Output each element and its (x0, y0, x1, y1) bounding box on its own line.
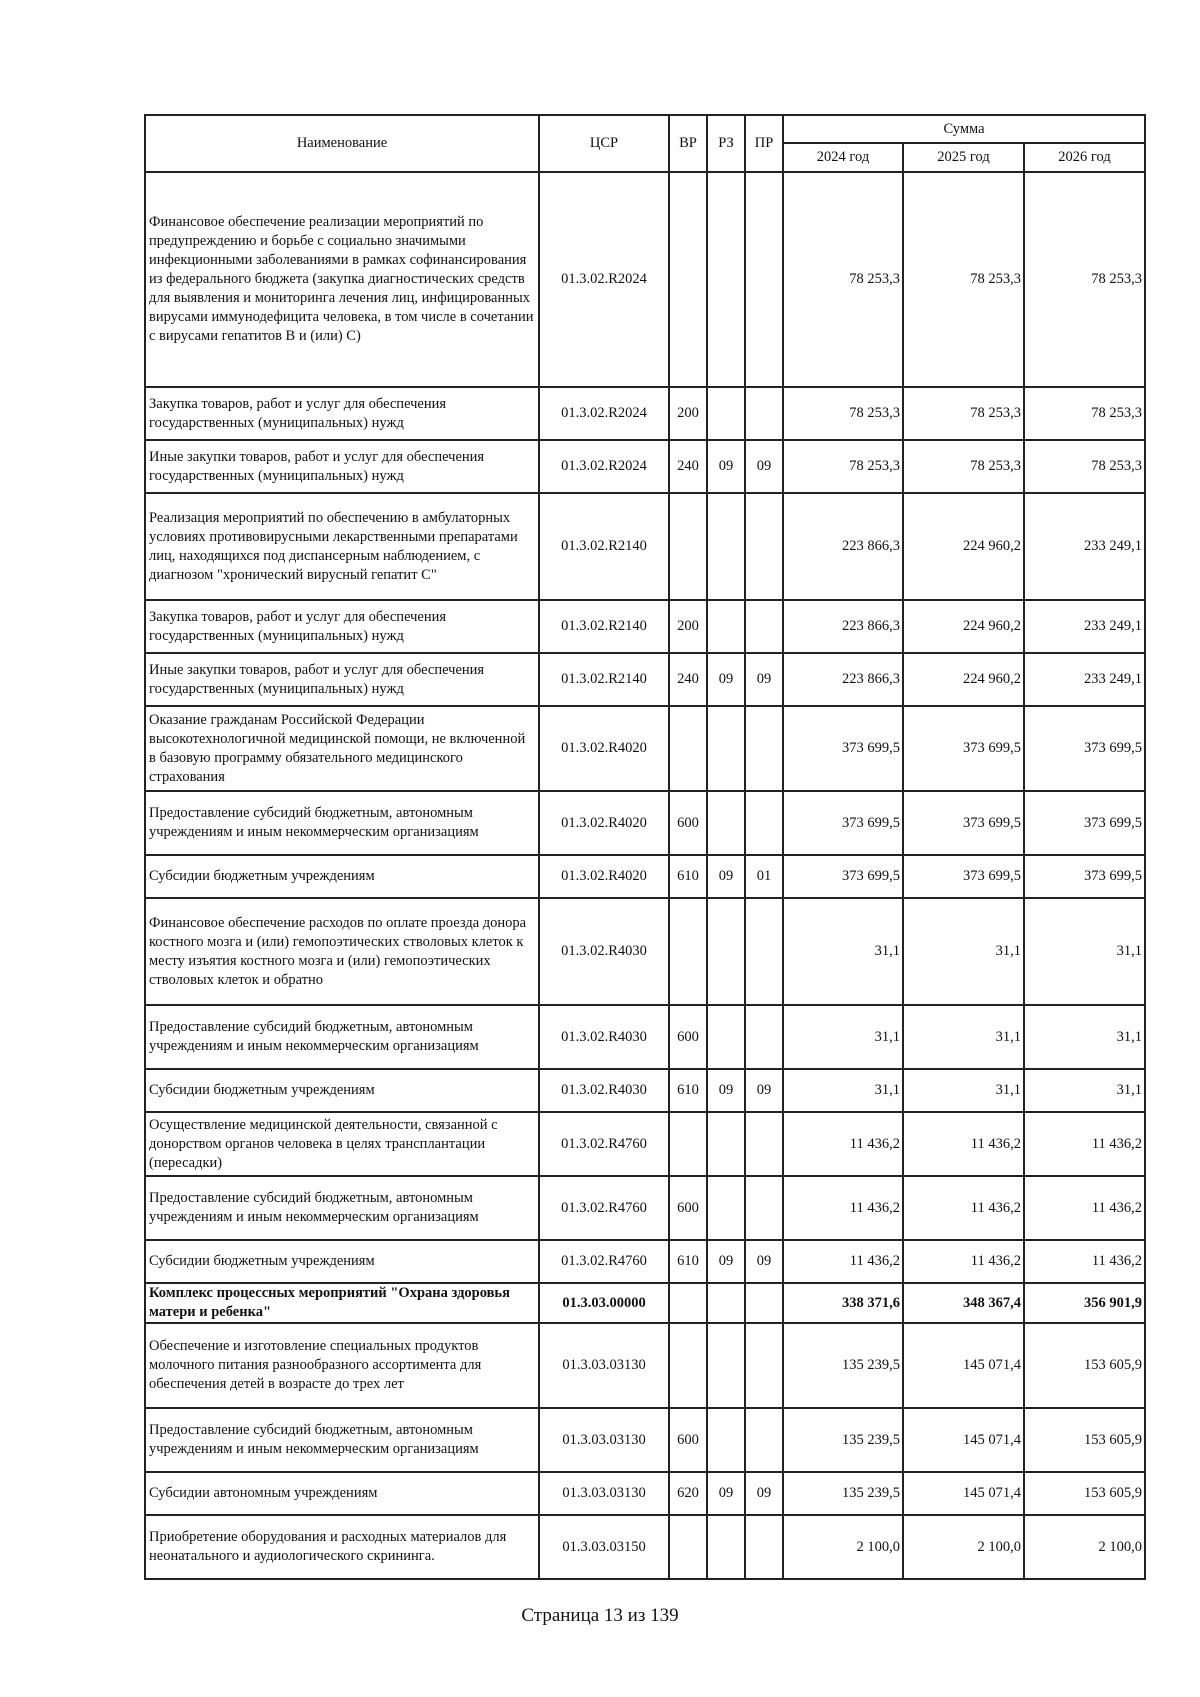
row-sum-2026: 153 605,9 (1024, 1408, 1145, 1472)
row-sum-2025: 224 960,2 (903, 600, 1024, 653)
row-vr (669, 1515, 707, 1579)
row-name: Субсидии бюджетным учреждениям (145, 1069, 539, 1112)
row-csr: 01.3.02.R4030 (539, 1069, 669, 1112)
row-sum-2024: 31,1 (783, 898, 903, 1005)
row-csr: 01.3.03.00000 (539, 1283, 669, 1323)
row-name: Закупка товаров, работ и услуг для обеспечения государственных (муниципальных) нужд (145, 387, 539, 440)
row-rz: 09 (707, 1069, 745, 1112)
row-sum-2024: 11 436,2 (783, 1240, 903, 1283)
row-sum-2025: 78 253,3 (903, 440, 1024, 493)
table-row (145, 600, 1145, 653)
row-rz (707, 1515, 745, 1579)
row-csr: 01.3.02.R4760 (539, 1176, 669, 1240)
row-sum-2026: 11 436,2 (1024, 1176, 1145, 1240)
row-sum-2024: 78 253,3 (783, 172, 903, 387)
row-sum-2024: 223 866,3 (783, 600, 903, 653)
row-rz: 09 (707, 440, 745, 493)
table-row (145, 387, 1145, 440)
row-sum-2024: 373 699,5 (783, 791, 903, 855)
row-pr (745, 1283, 783, 1323)
table-row (145, 1472, 1145, 1515)
row-pr: 09 (745, 440, 783, 493)
row-name: Оказание гражданам Российской Федерации высокотехнологичной медицинской помощи, не включенной в базовую программу обязательного медицинского страхования (145, 706, 539, 791)
row-name: Предоставление субсидий бюджетным, автономным учреждениям и иным некоммерческим организациям (145, 791, 539, 855)
row-rz (707, 706, 745, 791)
row-name: Предоставление субсидий бюджетным, автономным учреждениям и иным некоммерческим организациям (145, 1005, 539, 1069)
row-rz: 09 (707, 1240, 745, 1283)
row-rz (707, 493, 745, 600)
row-vr: 200 (669, 600, 707, 653)
row-name: Финансовое обеспечение расходов по оплате проезда донора костного мозга и (или) гемопоэтических стволовых клеток к месту изъятия костного мозга и (или) гемопоэтических стволовых клеток и обратно (145, 898, 539, 1005)
row-sum-2025: 2 100,0 (903, 1515, 1024, 1579)
table-row (145, 1408, 1145, 1472)
row-sum-2025: 11 436,2 (903, 1240, 1024, 1283)
table-row (145, 1515, 1145, 1579)
row-sum-2025: 373 699,5 (903, 855, 1024, 898)
row-sum-2024: 31,1 (783, 1069, 903, 1112)
row-sum-2026: 373 699,5 (1024, 706, 1145, 791)
row-rz (707, 791, 745, 855)
table-row (145, 172, 1145, 387)
row-pr (745, 1176, 783, 1240)
row-name: Иные закупки товаров, работ и услуг для обеспечения государственных (муниципальных) нужд (145, 653, 539, 706)
row-pr (745, 387, 783, 440)
header-vr: ВР (669, 115, 707, 172)
header-pr: ПР (745, 115, 783, 172)
row-name: Реализация мероприятий по обеспечению в амбулаторных условиях противовирусными лекарственными препаратами лиц, находящихся под диспансерным наблюдением, с диагнозом "хронический вирусный гепатит С" (145, 493, 539, 600)
row-pr (745, 1408, 783, 1472)
row-sum-2024: 2 100,0 (783, 1515, 903, 1579)
row-sum-2026: 78 253,3 (1024, 387, 1145, 440)
row-pr (745, 791, 783, 855)
row-rz (707, 172, 745, 387)
row-pr (745, 1112, 783, 1176)
row-sum-2025: 78 253,3 (903, 387, 1024, 440)
row-pr (745, 1005, 783, 1069)
row-vr: 610 (669, 1240, 707, 1283)
row-pr (745, 898, 783, 1005)
row-sum-2024: 11 436,2 (783, 1176, 903, 1240)
row-sum-2026: 11 436,2 (1024, 1112, 1145, 1176)
row-sum-2025: 224 960,2 (903, 493, 1024, 600)
row-sum-2025: 145 071,4 (903, 1408, 1024, 1472)
row-vr (669, 172, 707, 387)
table-header (145, 115, 1145, 172)
row-csr: 01.3.02.R4020 (539, 706, 669, 791)
table-row (145, 1283, 1145, 1323)
row-csr: 01.3.02.R2140 (539, 600, 669, 653)
row-csr: 01.3.02.R4030 (539, 898, 669, 1005)
row-rz (707, 1283, 745, 1323)
row-vr: 600 (669, 1005, 707, 1069)
table-row (145, 1240, 1145, 1283)
row-sum-2024: 223 866,3 (783, 653, 903, 706)
table-row (145, 1069, 1145, 1112)
row-rz (707, 1323, 745, 1408)
table-body (145, 172, 1145, 1579)
table-row (145, 706, 1145, 791)
row-pr (745, 172, 783, 387)
row-csr: 01.3.03.03130 (539, 1408, 669, 1472)
row-csr: 01.3.02.R2140 (539, 653, 669, 706)
header-year-2026: 2026 год (1024, 143, 1145, 172)
header-rz: РЗ (707, 115, 745, 172)
row-sum-2026: 153 605,9 (1024, 1472, 1145, 1515)
row-sum-2024: 223 866,3 (783, 493, 903, 600)
row-sum-2025: 145 071,4 (903, 1472, 1024, 1515)
row-sum-2026: 31,1 (1024, 1005, 1145, 1069)
row-csr: 01.3.02.R4020 (539, 791, 669, 855)
row-vr: 240 (669, 653, 707, 706)
row-sum-2024: 135 239,5 (783, 1472, 903, 1515)
row-sum-2025: 11 436,2 (903, 1112, 1024, 1176)
row-vr: 200 (669, 387, 707, 440)
row-sum-2026: 31,1 (1024, 898, 1145, 1005)
row-sum-2024: 11 436,2 (783, 1112, 903, 1176)
row-csr: 01.3.03.03130 (539, 1472, 669, 1515)
row-vr (669, 898, 707, 1005)
header-sum: Сумма (783, 115, 1145, 143)
row-pr (745, 1323, 783, 1408)
row-vr: 610 (669, 1069, 707, 1112)
table-row (145, 855, 1145, 898)
row-name: Осуществление медицинской деятельности, связанной с донорством органов человека в целях трансплантации (пересадки) (145, 1112, 539, 1176)
row-name: Субсидии бюджетным учреждениям (145, 1240, 539, 1283)
row-name: Субсидии автономным учреждениям (145, 1472, 539, 1515)
row-rz (707, 1112, 745, 1176)
row-vr (669, 1323, 707, 1408)
row-vr: 620 (669, 1472, 707, 1515)
row-name: Комплекс процессных мероприятий "Охрана здоровья матери и ребенка" (145, 1283, 539, 1323)
row-rz (707, 600, 745, 653)
row-sum-2026: 153 605,9 (1024, 1323, 1145, 1408)
row-csr: 01.3.03.03150 (539, 1515, 669, 1579)
header-csr: ЦСР (539, 115, 669, 172)
row-sum-2026: 233 249,1 (1024, 493, 1145, 600)
row-sum-2026: 356 901,9 (1024, 1283, 1145, 1323)
row-sum-2025: 31,1 (903, 898, 1024, 1005)
row-sum-2026: 78 253,3 (1024, 440, 1145, 493)
row-sum-2024: 78 253,3 (783, 387, 903, 440)
row-sum-2024: 135 239,5 (783, 1323, 903, 1408)
row-sum-2024: 31,1 (783, 1005, 903, 1069)
row-sum-2026: 78 253,3 (1024, 172, 1145, 387)
row-sum-2025: 145 071,4 (903, 1323, 1024, 1408)
row-csr: 01.3.02.R2024 (539, 172, 669, 387)
row-sum-2026: 233 249,1 (1024, 653, 1145, 706)
row-sum-2026: 233 249,1 (1024, 600, 1145, 653)
row-sum-2024: 135 239,5 (783, 1408, 903, 1472)
row-sum-2026: 31,1 (1024, 1069, 1145, 1112)
row-pr (745, 493, 783, 600)
row-sum-2025: 348 367,4 (903, 1283, 1024, 1323)
row-sum-2024: 373 699,5 (783, 706, 903, 791)
header-year-2024: 2024 год (783, 143, 903, 172)
row-sum-2024: 373 699,5 (783, 855, 903, 898)
table-row (145, 1176, 1145, 1240)
row-pr (745, 1515, 783, 1579)
row-vr: 610 (669, 855, 707, 898)
budget-table (144, 114, 1146, 1580)
row-sum-2026: 11 436,2 (1024, 1240, 1145, 1283)
table-row (145, 440, 1145, 493)
row-name: Предоставление субсидий бюджетным, автономным учреждениям и иным некоммерческим организациям (145, 1176, 539, 1240)
table-row (145, 898, 1145, 1005)
row-sum-2025: 373 699,5 (903, 791, 1024, 855)
row-sum-2025: 31,1 (903, 1069, 1024, 1112)
header-year-2025: 2025 год (903, 143, 1024, 172)
row-sum-2025: 373 699,5 (903, 706, 1024, 791)
row-rz: 09 (707, 1472, 745, 1515)
row-name: Предоставление субсидий бюджетным, автономным учреждениям и иным некоммерческим организациям (145, 1408, 539, 1472)
row-pr: 09 (745, 653, 783, 706)
row-rz (707, 1176, 745, 1240)
row-csr: 01.3.02.R2024 (539, 387, 669, 440)
row-csr: 01.3.02.R2140 (539, 493, 669, 600)
table-row (145, 791, 1145, 855)
row-csr: 01.3.02.R4760 (539, 1240, 669, 1283)
row-csr: 01.3.02.R2024 (539, 440, 669, 493)
row-sum-2025: 11 436,2 (903, 1176, 1024, 1240)
row-csr: 01.3.02.R4030 (539, 1005, 669, 1069)
row-sum-2026: 2 100,0 (1024, 1515, 1145, 1579)
row-vr: 240 (669, 440, 707, 493)
row-csr: 01.3.02.R4020 (539, 855, 669, 898)
row-sum-2025: 31,1 (903, 1005, 1024, 1069)
row-sum-2025: 78 253,3 (903, 172, 1024, 387)
row-vr (669, 493, 707, 600)
row-sum-2024: 338 371,6 (783, 1283, 903, 1323)
row-name: Субсидии бюджетным учреждениям (145, 855, 539, 898)
table-row (145, 1323, 1145, 1408)
table-row (145, 1005, 1145, 1069)
page-number: Страница 13 из 139 (521, 1605, 679, 1626)
row-name: Закупка товаров, работ и услуг для обеспечения государственных (муниципальных) нужд (145, 600, 539, 653)
row-name: Обеспечение и изготовление специальных продуктов молочного питания разнообразного ассортимента для обеспечения детей в возрасте до трех лет (145, 1323, 539, 1408)
header-name: Наименование (145, 115, 539, 172)
row-sum-2026: 373 699,5 (1024, 855, 1145, 898)
table-row (145, 1112, 1145, 1176)
row-pr (745, 706, 783, 791)
row-name: Финансовое обеспечение реализации мероприятий по предупреждению и борьбе с социально значимыми инфекционными заболеваниями в рамках софинансирования из федерального бюджета (закупка диагностических средств для выявления и мониторинга лечения лиц, инфицированных вирусами иммунодефицита человека, в том числе в сочетании с вирусами гепатитов В и (или) С) (145, 172, 539, 387)
row-vr: 600 (669, 1408, 707, 1472)
row-sum-2024: 78 253,3 (783, 440, 903, 493)
row-vr (669, 1283, 707, 1323)
row-pr: 09 (745, 1069, 783, 1112)
row-rz (707, 1005, 745, 1069)
row-pr: 01 (745, 855, 783, 898)
row-name: Приобретение оборудования и расходных материалов для неонатального и аудиологического скрининга. (145, 1515, 539, 1579)
row-rz (707, 1408, 745, 1472)
row-vr: 600 (669, 1176, 707, 1240)
row-name: Иные закупки товаров, работ и услуг для обеспечения государственных (муниципальных) нужд (145, 440, 539, 493)
row-vr (669, 706, 707, 791)
row-sum-2026: 373 699,5 (1024, 791, 1145, 855)
row-csr: 01.3.02.R4760 (539, 1112, 669, 1176)
row-rz: 09 (707, 855, 745, 898)
row-pr (745, 600, 783, 653)
table-row (145, 653, 1145, 706)
row-rz (707, 898, 745, 1005)
row-sum-2025: 224 960,2 (903, 653, 1024, 706)
row-vr: 600 (669, 791, 707, 855)
row-pr: 09 (745, 1472, 783, 1515)
row-vr (669, 1112, 707, 1176)
table-row (145, 493, 1145, 600)
row-pr: 09 (745, 1240, 783, 1283)
row-rz: 09 (707, 653, 745, 706)
row-csr: 01.3.03.03130 (539, 1323, 669, 1408)
row-rz (707, 387, 745, 440)
